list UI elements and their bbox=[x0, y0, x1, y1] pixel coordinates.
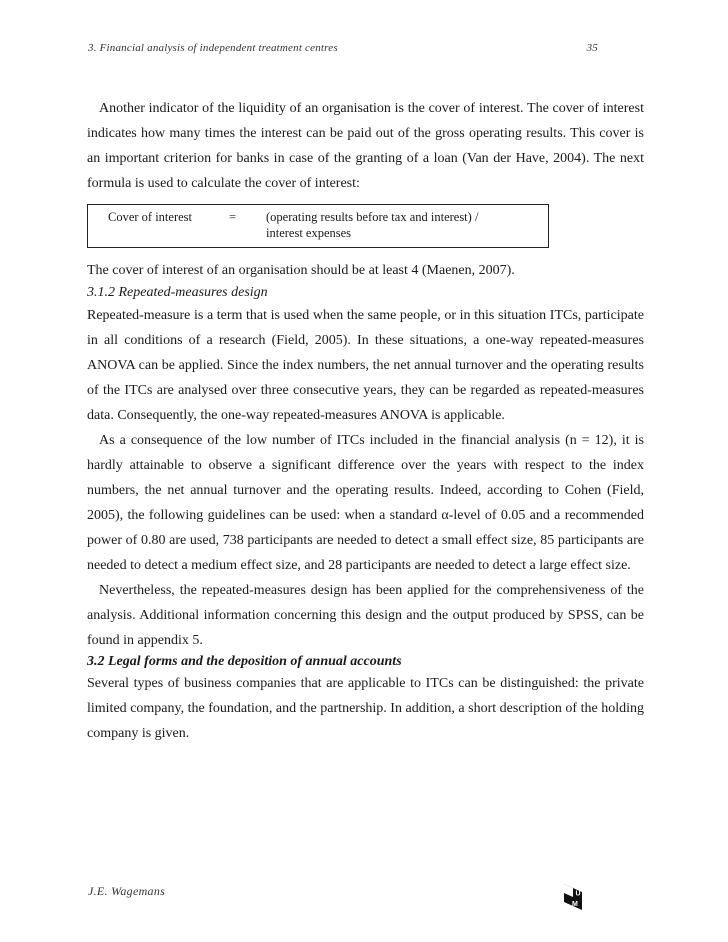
svg-text:M: M bbox=[572, 901, 578, 908]
subheading-repeated-measures: 3.1.2 Repeated-measures design bbox=[87, 285, 268, 300]
paragraph-cover-minimum: The cover of interest of an organisation should be at least 4 (Maenen, 2007). bbox=[87, 263, 515, 278]
svg-text:U: U bbox=[575, 890, 581, 898]
paragraph-cover-of-interest: Another indicator of the liquidity of an organisation is the cover of interest. The cover of interest indicates how many times the interest can be paid out of the gross operating results. This cover is an important criterion for banks in case of the granting of a loan (Van der Have, 2004). The next formula is used to calculate the cover of interest: bbox=[87, 101, 644, 191]
footer-author: J.E. Wagemans bbox=[88, 884, 166, 898]
formula-equals: = bbox=[229, 210, 237, 224]
running-title: 3. Financial analysis of independent treatment centres bbox=[88, 42, 338, 54]
section-heading-legal-forms: 3.2 Legal forms and the deposition of annual accounts bbox=[87, 654, 402, 669]
formula-expression bbox=[266, 209, 526, 241]
formula-label: Cover of interest bbox=[108, 210, 193, 224]
formula-expression-line-1: (operating results before tax and interest) / bbox=[266, 210, 479, 224]
formula-expression-line-2: interest expenses bbox=[266, 226, 352, 240]
paragraph-nevertheless: Nevertheless, the repeated-measures design has been applied for the comprehensiveness of the analysis. Additional information concerning this design and the output produced by SPSS, can be found in appendix 5. bbox=[87, 583, 644, 648]
paragraph-repeated-measures: Repeated-measure is a term that is used when the same people, or in this situation ITCs, participate in all conditions of a research (Field, 2005). In these situations, a one-way repeated-measures ANOVA can be applied. Since the index numbers, the net annual turnover and the operating results of the ITCs are analysed over three consecutive years, they can be regarded as repeated-measures data. Consequently, the one-way repeated-measures ANOVA is applicable. bbox=[87, 308, 644, 423]
university-logo-icon bbox=[560, 882, 586, 912]
page-body bbox=[87, 96, 644, 746]
running-header bbox=[88, 42, 598, 54]
page-number: 35 bbox=[586, 42, 598, 54]
paragraph-low-number: As a consequence of the low number of ITCs included in the financial analysis (n = 12), it is hardly attainable to observe a significant difference over the years with respect to the index numbers, the net annual turnover and the operating results. Indeed, according to Cohen (Field, 2005), the following guidelines can be used: when a standard α-level of 0.05 and a recommended power of 0.80 are used, 738 participants are needed to detect a small effect size, 85 participants are needed to detect a medium effect size, and 28 participants are needed to detect a large effect size. bbox=[87, 433, 644, 573]
formula-box bbox=[87, 204, 549, 248]
paragraph-legal-forms: Several types of business companies that are applicable to ITCs can be distinguished: the private limited company, the foundation, and the partnership. In addition, a short description of the holding company is given. bbox=[87, 676, 644, 741]
